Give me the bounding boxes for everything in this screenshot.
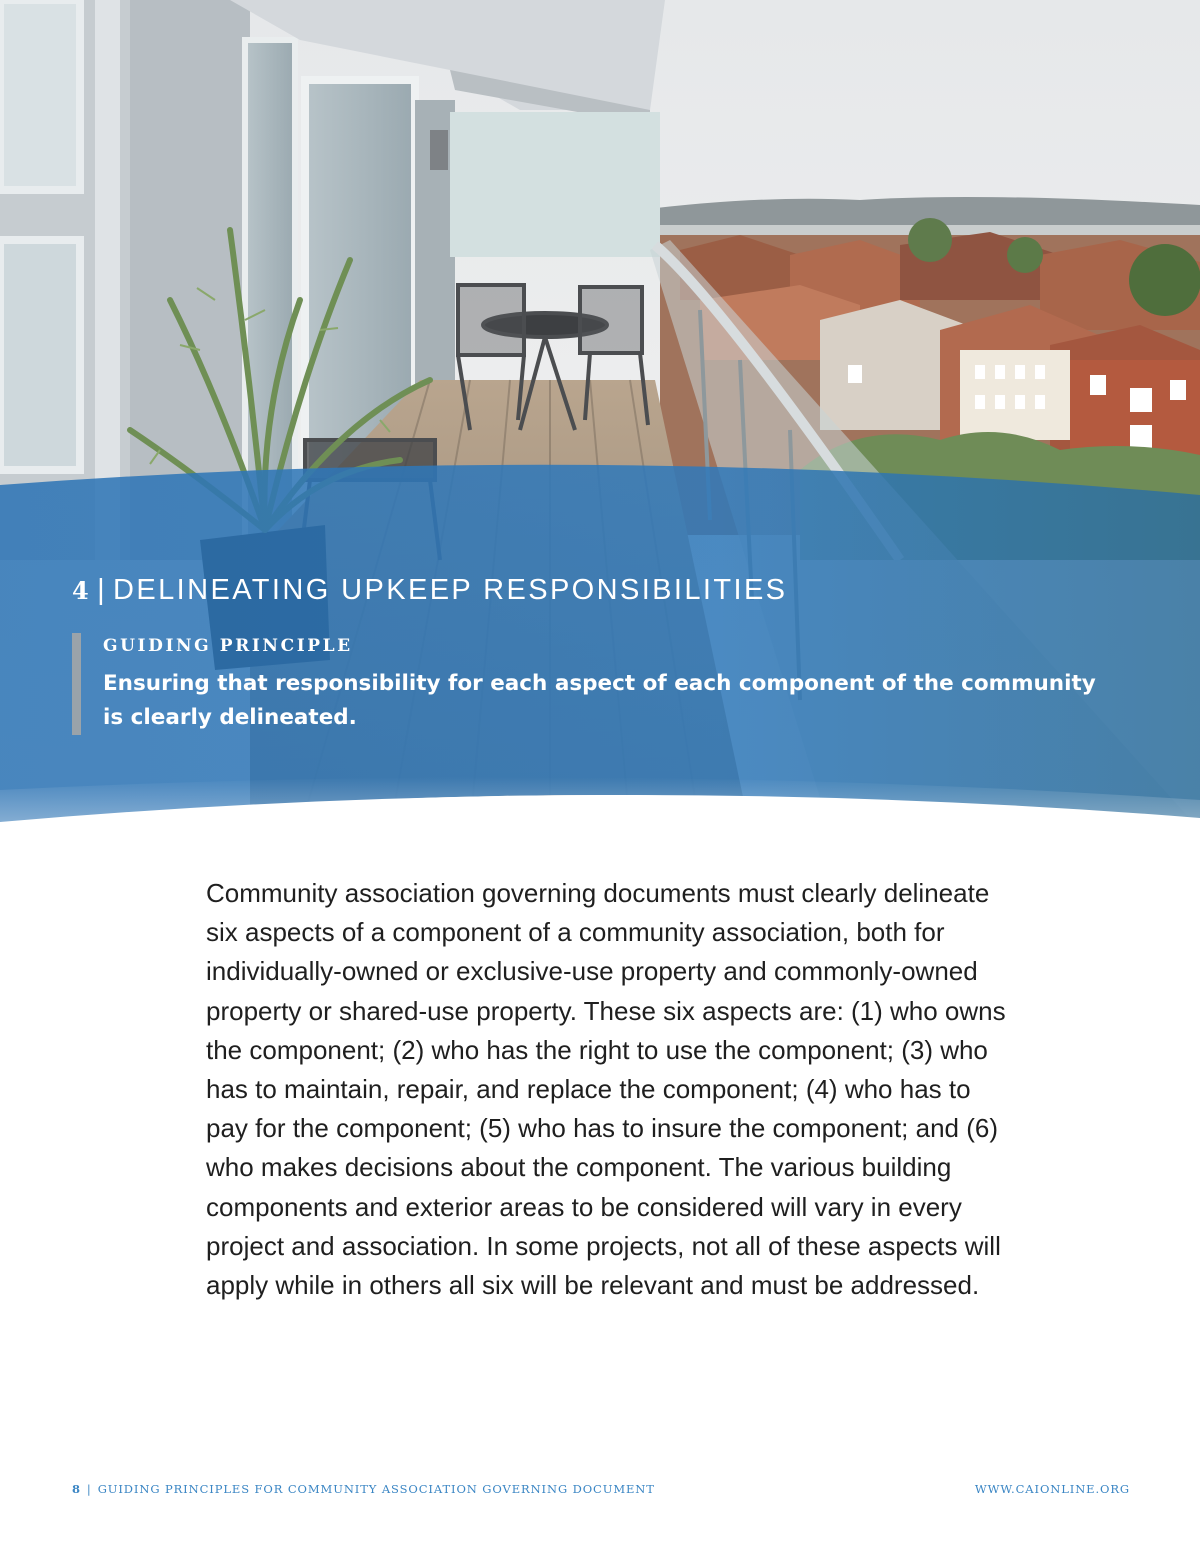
footer-document-title: GUIDING PRINCIPLES FOR COMMUNITY ASSOCIATION GOVERNING DOCUMENT xyxy=(97,1482,655,1496)
footer-website[interactable]: WWW.CAIONLINE.ORG xyxy=(974,1482,1130,1496)
section-title: DELINEATING UPKEEP RESPONSIBILITIES xyxy=(113,574,788,606)
guiding-principle-callout xyxy=(72,633,1112,735)
section-heading xyxy=(72,574,1152,607)
body-paragraph: Community association governing documents must clearly delineate six aspects of a component of a community association, both for individually-owned or exclusive-use property and commonly-owned property or shared-use property. These six aspects are: (1) who owns the component; (2) who has the right to use the component; (3) who has to maintain, repair, and replace the component; (4) who has to pay for the component; (5) who has to insure the component; and (6) who makes decisions about the component. The various building components and exterior areas to be considered will vary in every project and association. In some projects, not all of these aspects will apply while in others all six will be relevant and must be addressed. xyxy=(206,878,1006,1301)
section-number: 4 xyxy=(72,576,92,605)
heading-separator: | xyxy=(97,574,108,606)
principle-label: GUIDING PRINCIPLE xyxy=(103,636,353,656)
footer-separator: | xyxy=(86,1482,92,1496)
page-number: 8 xyxy=(72,1482,81,1496)
footer-left xyxy=(72,1482,655,1496)
principle-text: Ensuring that responsibility for each aspect of each component of the community is clearly delineated. xyxy=(103,671,1096,730)
